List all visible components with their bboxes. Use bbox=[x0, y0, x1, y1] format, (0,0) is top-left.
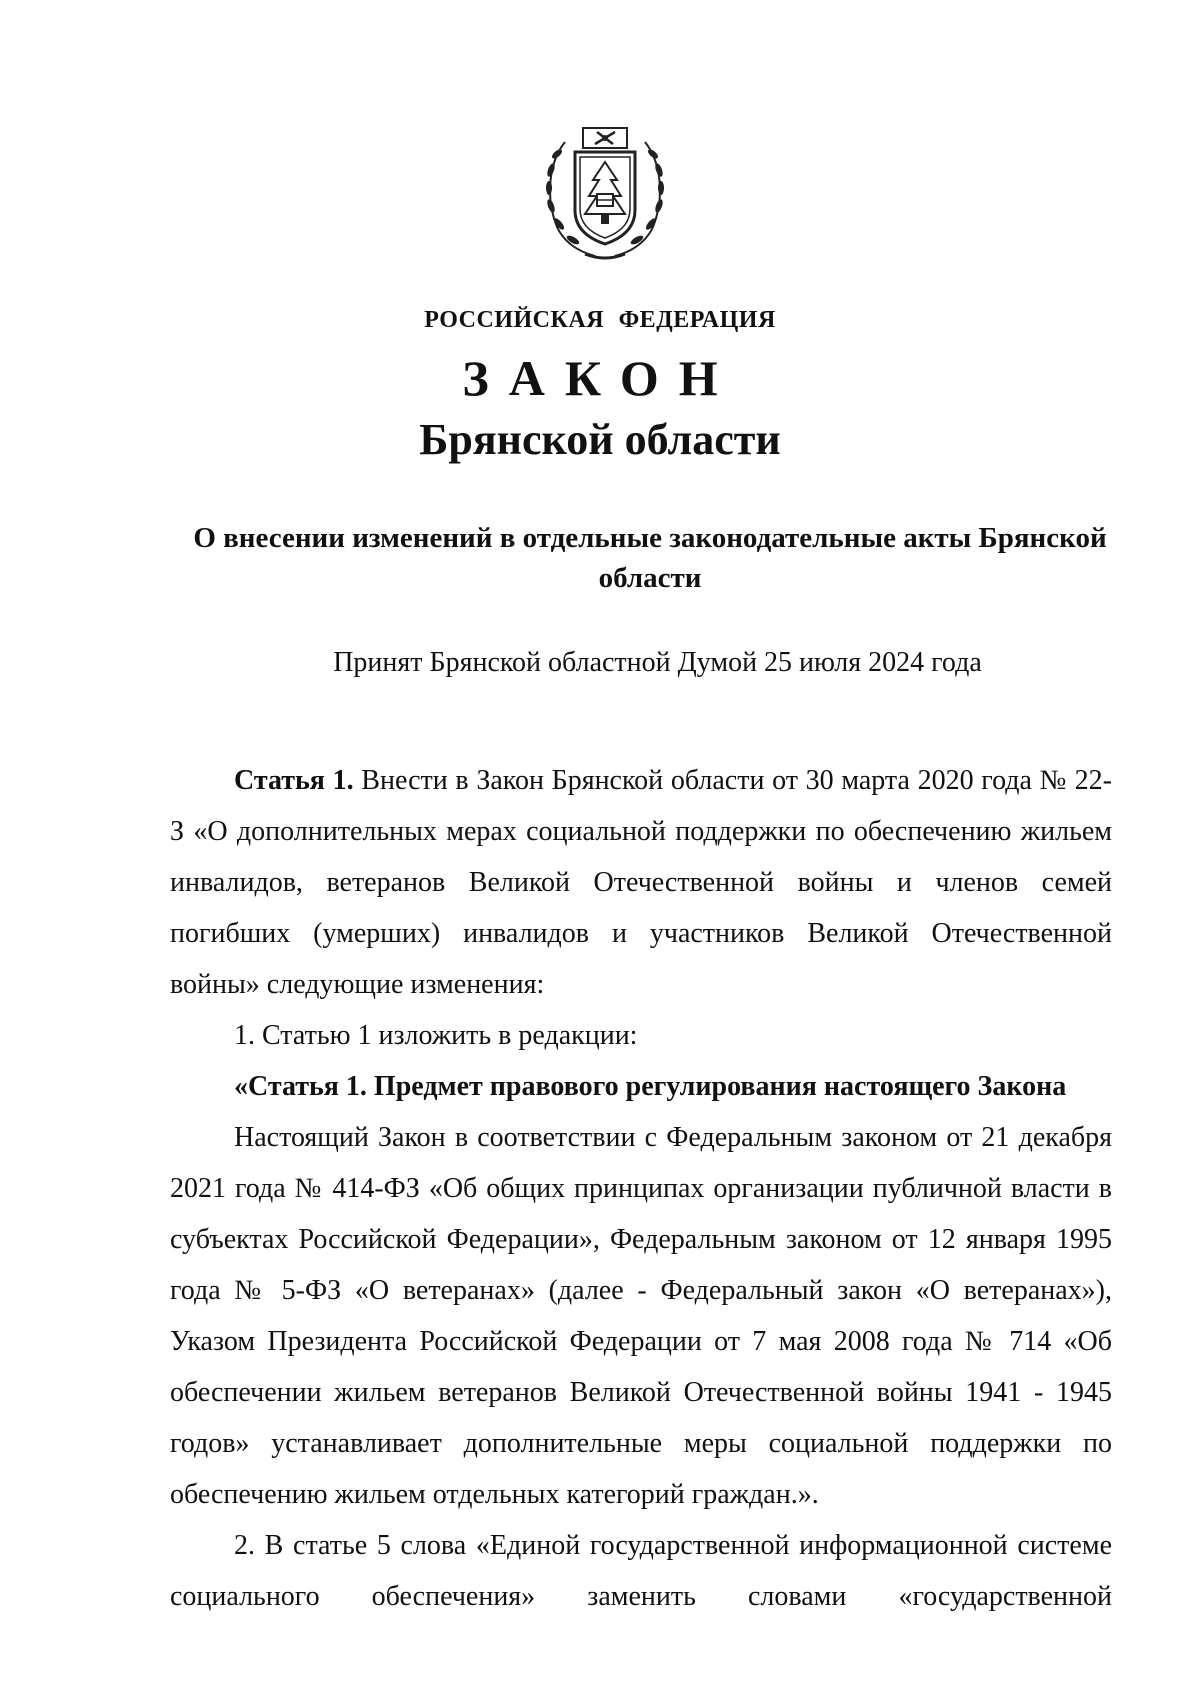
quoted-article-text: Настоящий Закон в соответствии с Федеральным законом от 21 декабря 2021 года № 414-ФЗ «Об общих принципах организации публичной власти в субъектах Российской Федерации», Федеральным законом от 12 января 1995 года № 5-ФЗ «О ветеранах» (далее - Федеральный закон «О ветеранах»), Указом Президента Российской Федерации от 7 мая 2008 года № 714 «Об обеспечении жильем ветеранов Великой Отечественной войны 1941 - 1945 годов» устанавливает дополнительные меры социальной поддержки по обеспечению жильем отдельных категорий граждан.». bbox=[170, 1122, 1112, 1510]
item-1-paragraph: 1. Статью 1 изложить в редакции: bbox=[234, 1020, 638, 1051]
coat-of-arms-icon bbox=[535, 122, 675, 262]
article-1-label: Статья 1. bbox=[234, 765, 354, 796]
bryansk-region-coat-of-arms-icon bbox=[535, 122, 675, 262]
adoption-line: Принят Брянской областной Думой 25 июля 2024 года bbox=[333, 647, 982, 678]
article-1-text: Внести в Закон Брянской области от 30 марта 2020 года № 22-З «О дополнительных мерах социальной поддержки по обеспечению жильем инвалидов, ветеранов Великой Отечественной войны и членов семей погибших (умерших) инвалидов и участников Великой Отечественной войны» следующие изменения: bbox=[170, 765, 1113, 1000]
quoted-article-heading: «Статья 1. Предмет правового регулирования настоящего Закона bbox=[234, 1071, 1067, 1102]
law-body bbox=[170, 755, 1112, 1622]
region-title: Брянской области bbox=[419, 415, 781, 464]
federation-heading: РОССИЙСКАЯ ФЕДЕРАЦИЯ bbox=[424, 307, 776, 333]
item-2-paragraph: 2. В статье 5 слова «Единой государственной информационной системе социального обеспечения» заменить словами «государственной bbox=[170, 1530, 1112, 1612]
law-title: ЗАКОН bbox=[462, 350, 738, 406]
law-subject: О внесении изменений в отдельные законодательные акты Брянской области bbox=[193, 522, 1107, 594]
article-1-paragraph bbox=[170, 755, 1112, 1010]
